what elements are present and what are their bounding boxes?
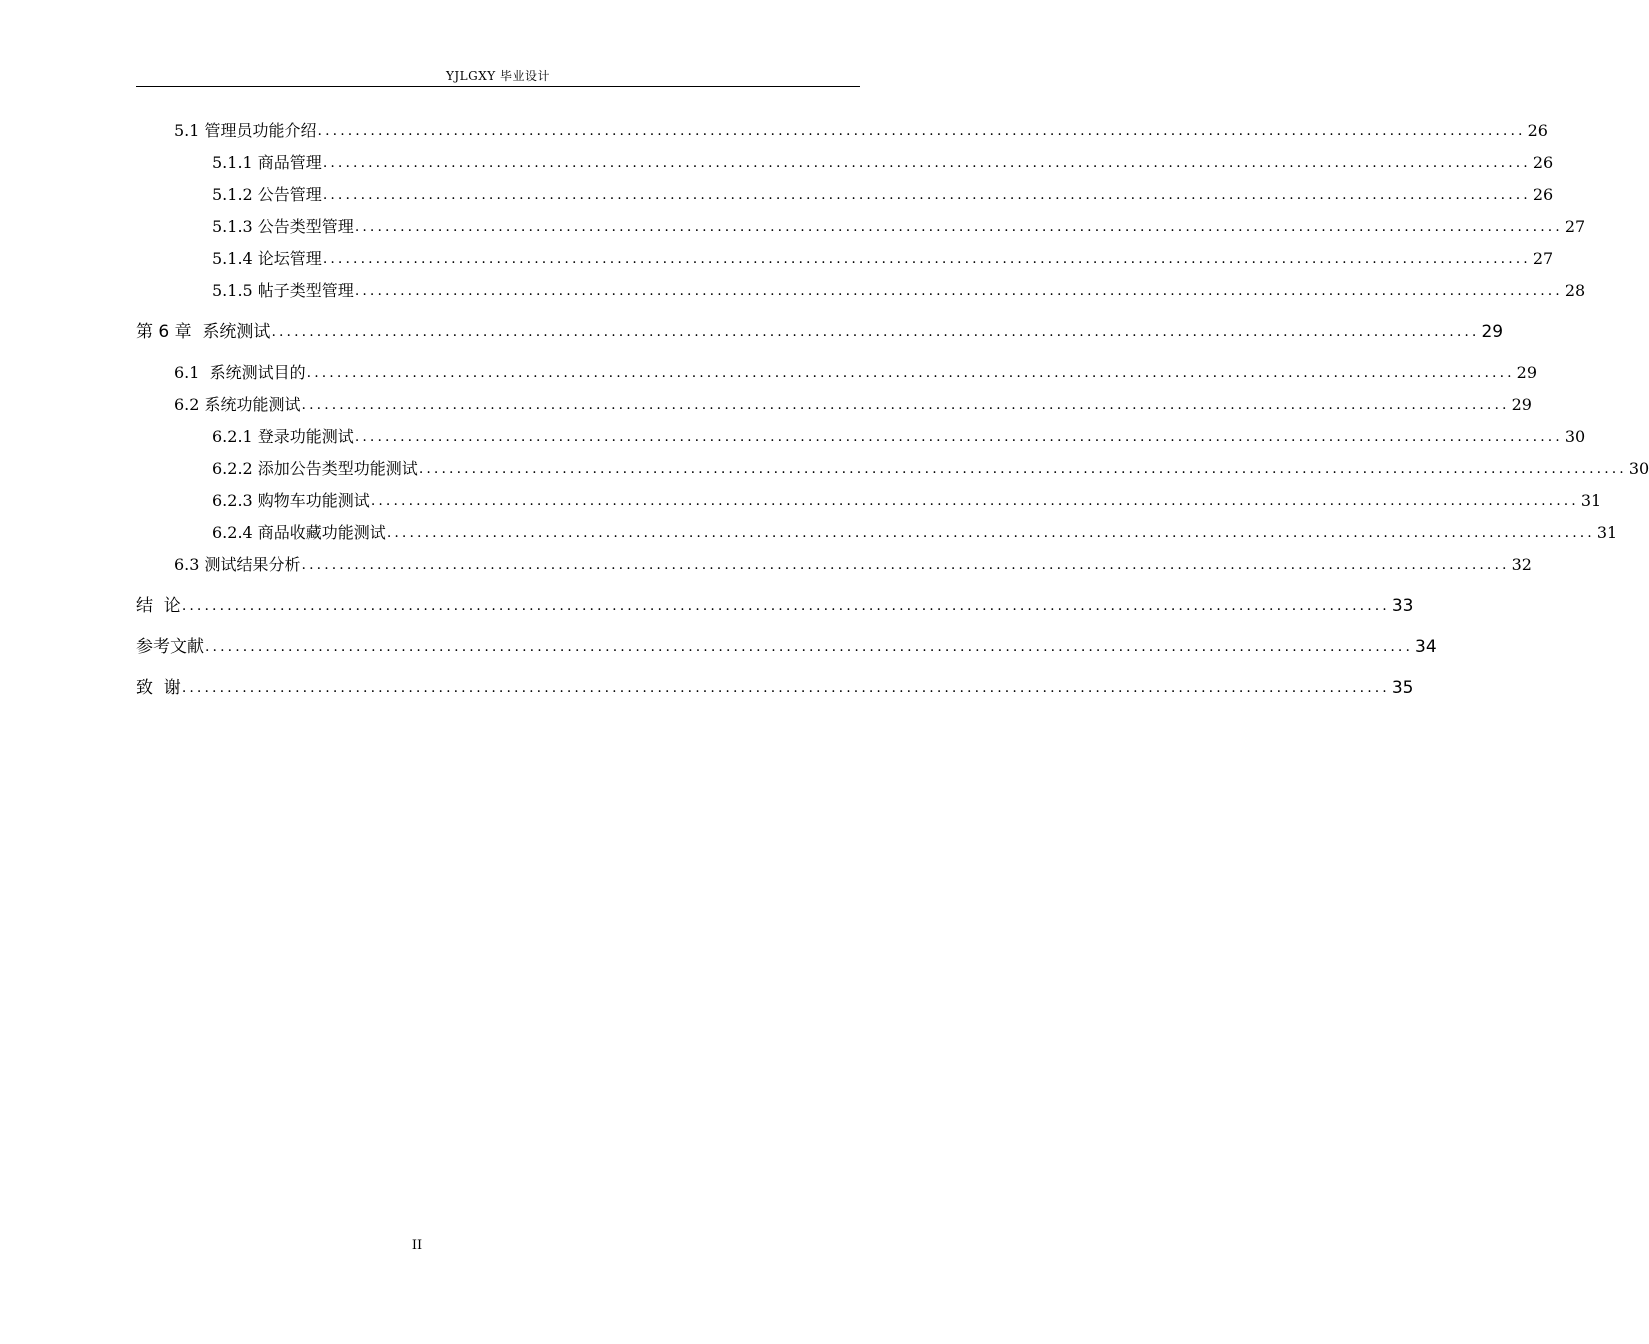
toc-dot-leader: ................................................................................................................................................................ — [317, 123, 1526, 139]
toc-dot-leader: ................................................................................................................................................................ — [386, 525, 1595, 541]
toc-entry-title: 商品收藏功能测试 — [257, 523, 386, 542]
toc-entry-page: 27 — [1532, 249, 1554, 268]
toc-entry — [212, 147, 1554, 175]
toc-dot-leader: ................................................................................................................................................................ — [322, 187, 1531, 203]
toc-dot-leader: ................................................................................................................................................................ — [306, 365, 1515, 381]
toc-entry-number: 6.3 — [174, 555, 205, 574]
toc-entry — [212, 211, 1586, 239]
toc-dot-leader: ................................................................................................................................................................ — [301, 557, 1510, 573]
toc-entry-page: 33 — [1391, 596, 1414, 616]
toc-entry-title: 系统功能测试 — [204, 395, 301, 414]
toc-entry — [212, 179, 1554, 207]
toc-entry-page: 30 — [1564, 427, 1586, 446]
toc-entry-number: 5.1.1 — [212, 153, 258, 172]
toc-entry-title: 论坛管理 — [257, 249, 322, 268]
toc-entry — [136, 590, 1414, 618]
toc-entry-title: 结 论 — [136, 596, 181, 616]
toc-entry-title: 帖子类型管理 — [257, 281, 354, 300]
toc-entry-title: 购物车功能测试 — [257, 491, 370, 510]
toc-entry-title: 测试结果分析 — [204, 555, 301, 574]
toc-entry — [212, 485, 1602, 513]
toc-entry — [136, 672, 1414, 700]
toc-entry — [174, 389, 1532, 417]
toc-entry-number: 5.1 — [174, 121, 205, 140]
toc-entry-number: 5.1.2 — [212, 185, 258, 204]
toc-entry-title: 公告类型管理 — [257, 217, 354, 236]
toc-dot-leader: ................................................................................................................................................................ — [205, 639, 1414, 655]
toc-entry-page: 34 — [1415, 637, 1437, 657]
toc-entry-page: 35 — [1391, 678, 1414, 698]
toc-entry-page: 29 — [1511, 395, 1532, 414]
toc-dot-leader: ................................................................................................................................................................ — [370, 493, 1579, 509]
toc-entry-page: 29 — [1481, 322, 1504, 342]
toc-entry — [174, 357, 1538, 385]
toc-entry — [212, 275, 1586, 303]
toc-entry-title: 公告管理 — [257, 185, 322, 204]
page-number: II — [411, 1238, 423, 1253]
toc-dot-leader: ................................................................................................................................................................ — [354, 283, 1563, 299]
page-header: YJLGXY 毕业设计 — [445, 69, 551, 83]
toc-entry-page: 26 — [1527, 121, 1548, 140]
toc-dot-leader: ................................................................................................................................................................ — [322, 251, 1531, 267]
toc-entry-number: 6.2.1 — [212, 427, 258, 446]
toc-entry-page: 27 — [1564, 217, 1586, 236]
toc-entry-page: 28 — [1564, 281, 1586, 300]
toc-entry-number: 5.1.5 — [212, 281, 258, 300]
toc-entry — [174, 549, 1532, 577]
toc-entry-title: 系统测试 — [202, 322, 271, 342]
toc-entry-number: 6.2 — [174, 395, 205, 414]
toc-entry — [212, 421, 1586, 449]
toc-entry-page: 31 — [1596, 523, 1618, 542]
toc-entry-number: 第 6 章 — [136, 322, 203, 342]
toc-dot-leader: ................................................................................................................................................................ — [354, 219, 1563, 235]
toc-entry-page: 29 — [1516, 363, 1538, 382]
toc-entry-page: 31 — [1580, 491, 1602, 510]
toc-entry-title: 添加公告类型功能测试 — [257, 459, 418, 478]
toc-entry-title: 登录功能测试 — [257, 427, 354, 446]
toc-dot-leader: ................................................................................................................................................................ — [301, 397, 1510, 413]
toc-dot-leader: ................................................................................................................................................................ — [418, 461, 1627, 477]
toc-entry-number: 5.1.4 — [212, 249, 258, 268]
toc-entry-number: 6.1 — [174, 363, 210, 382]
toc-entry-number: 6.2.3 — [212, 491, 258, 510]
toc-entry-page: 26 — [1532, 153, 1554, 172]
toc-entry-page: 30 — [1628, 459, 1649, 478]
toc-entry — [136, 631, 1437, 659]
toc-entry-number: 6.2.2 — [212, 459, 258, 478]
toc-entry-title: 系统测试目的 — [209, 363, 306, 382]
toc-entry-title: 参考文献 — [136, 637, 204, 657]
toc-entry-number: 6.2.4 — [212, 523, 258, 542]
toc-entry-title: 致 谢 — [136, 678, 181, 698]
toc-entry — [212, 243, 1554, 271]
toc-dot-leader: ................................................................................................................................................................ — [271, 324, 1480, 340]
toc-entry-number: 5.1.3 — [212, 217, 258, 236]
toc-dot-leader: ................................................................................................................................................................ — [322, 155, 1531, 171]
toc-dot-leader: ................................................................................................................................................................ — [181, 680, 1390, 696]
header-rule — [136, 86, 860, 87]
toc-entry-page: 32 — [1511, 555, 1532, 574]
toc-entry-title: 管理员功能介绍 — [204, 121, 317, 140]
toc-dot-leader: ................................................................................................................................................................ — [354, 429, 1563, 445]
toc-entry-title: 商品管理 — [257, 153, 322, 172]
toc-entry — [212, 453, 1649, 481]
toc-entry — [212, 517, 1618, 545]
toc-entry — [174, 115, 1548, 143]
toc-entry-page: 26 — [1532, 185, 1554, 204]
toc-entry — [136, 316, 1504, 344]
toc-dot-leader: ................................................................................................................................................................ — [181, 598, 1390, 614]
